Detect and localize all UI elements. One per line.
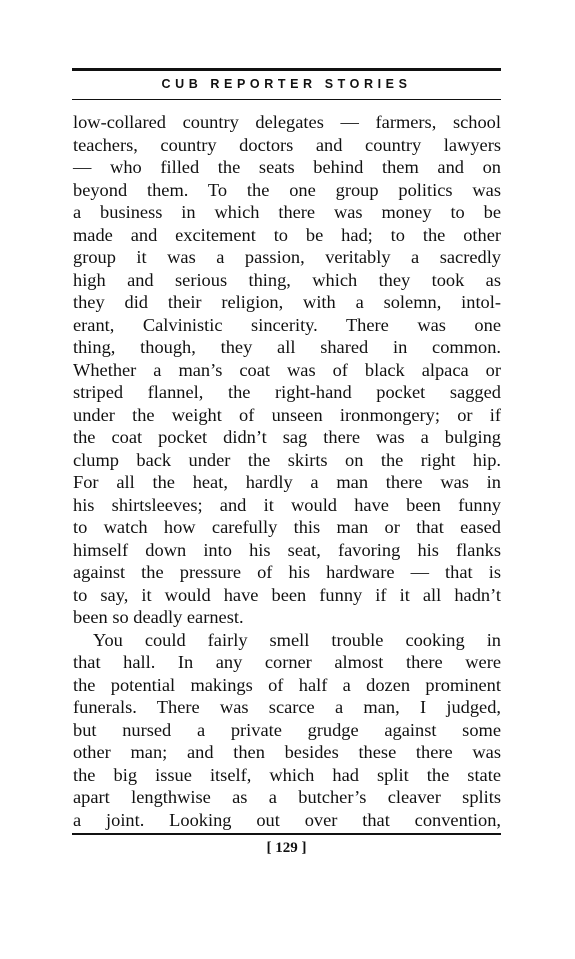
text-line: For all the heat, hardly a man there was in bbox=[73, 472, 501, 492]
text-line: — who filled the seats behind them and on bbox=[73, 157, 501, 177]
text-line: against the pressure of his hardware — that is bbox=[73, 562, 501, 582]
text-line: a business in which there was money to be bbox=[73, 202, 501, 222]
text-line: the coat pocket didn’t sag there was a bulging bbox=[73, 427, 501, 447]
text-line: to say, it would have been funny if it all hadn’t bbox=[73, 584, 501, 605]
paragraph-start-line: You could fairly smell trouble cooking in bbox=[93, 629, 501, 650]
text-line: high and serious thing, which they took as bbox=[73, 269, 501, 290]
text-line: but nursed a private grudge against some bbox=[73, 719, 501, 740]
text-line: made and excitement to be had; to the other bbox=[73, 224, 501, 245]
text-line: apart lengthwise as a butcher’s cleaver splits bbox=[73, 787, 501, 807]
paragraph-end-line: been so deadly earnest. bbox=[73, 607, 244, 627]
text-line: striped flannel, the right-hand pocket sagged bbox=[73, 382, 501, 402]
header-rule-top bbox=[72, 68, 501, 71]
footer-rule bbox=[72, 833, 501, 835]
text-line: himself down into his seat, favoring his flanks bbox=[73, 539, 501, 560]
text-line: his shirtsleeves; and it would have been funny bbox=[73, 494, 501, 515]
text-line: that hall. In any corner almost there were bbox=[73, 652, 501, 672]
text-line: thing, though, they all shared in common. bbox=[73, 337, 501, 357]
text-line: they did their religion, with a solemn, intol- bbox=[73, 292, 501, 312]
text-line: Whether a man’s coat was of black alpaca or bbox=[73, 359, 501, 380]
page-body bbox=[73, 111, 501, 831]
text-line: other man; and then besides these there was bbox=[73, 742, 501, 762]
text-line: funerals. There was scarce a man, I judged, bbox=[73, 697, 501, 717]
text-line: erant, Calvinistic sincerity. There was one bbox=[73, 314, 501, 335]
text-line: under the weight of unseen ironmongery; or if bbox=[73, 404, 501, 425]
text-line: group it was a passion, veritably a sacredly bbox=[73, 247, 501, 267]
page-number: [ 129 ] bbox=[266, 840, 307, 856]
text-line: beyond them. To the one group politics was bbox=[73, 179, 501, 200]
text-line: a joint. Looking out over that convention, bbox=[73, 809, 501, 830]
text-line: the big issue itself, which had split the state bbox=[73, 764, 501, 785]
header-rule-bottom bbox=[72, 99, 501, 100]
text-line: low-collared country delegates — farmers, school bbox=[73, 112, 501, 132]
text-line: the potential makings of half a dozen prominent bbox=[73, 674, 501, 695]
text-line: teachers, country doctors and country lawyers bbox=[73, 134, 501, 155]
text-line: clump back under the skirts on the right hip. bbox=[73, 449, 501, 470]
text-line: to watch how carefully this man or that eased bbox=[73, 517, 501, 537]
running-header: CUB REPORTER STORIES bbox=[161, 77, 412, 91]
